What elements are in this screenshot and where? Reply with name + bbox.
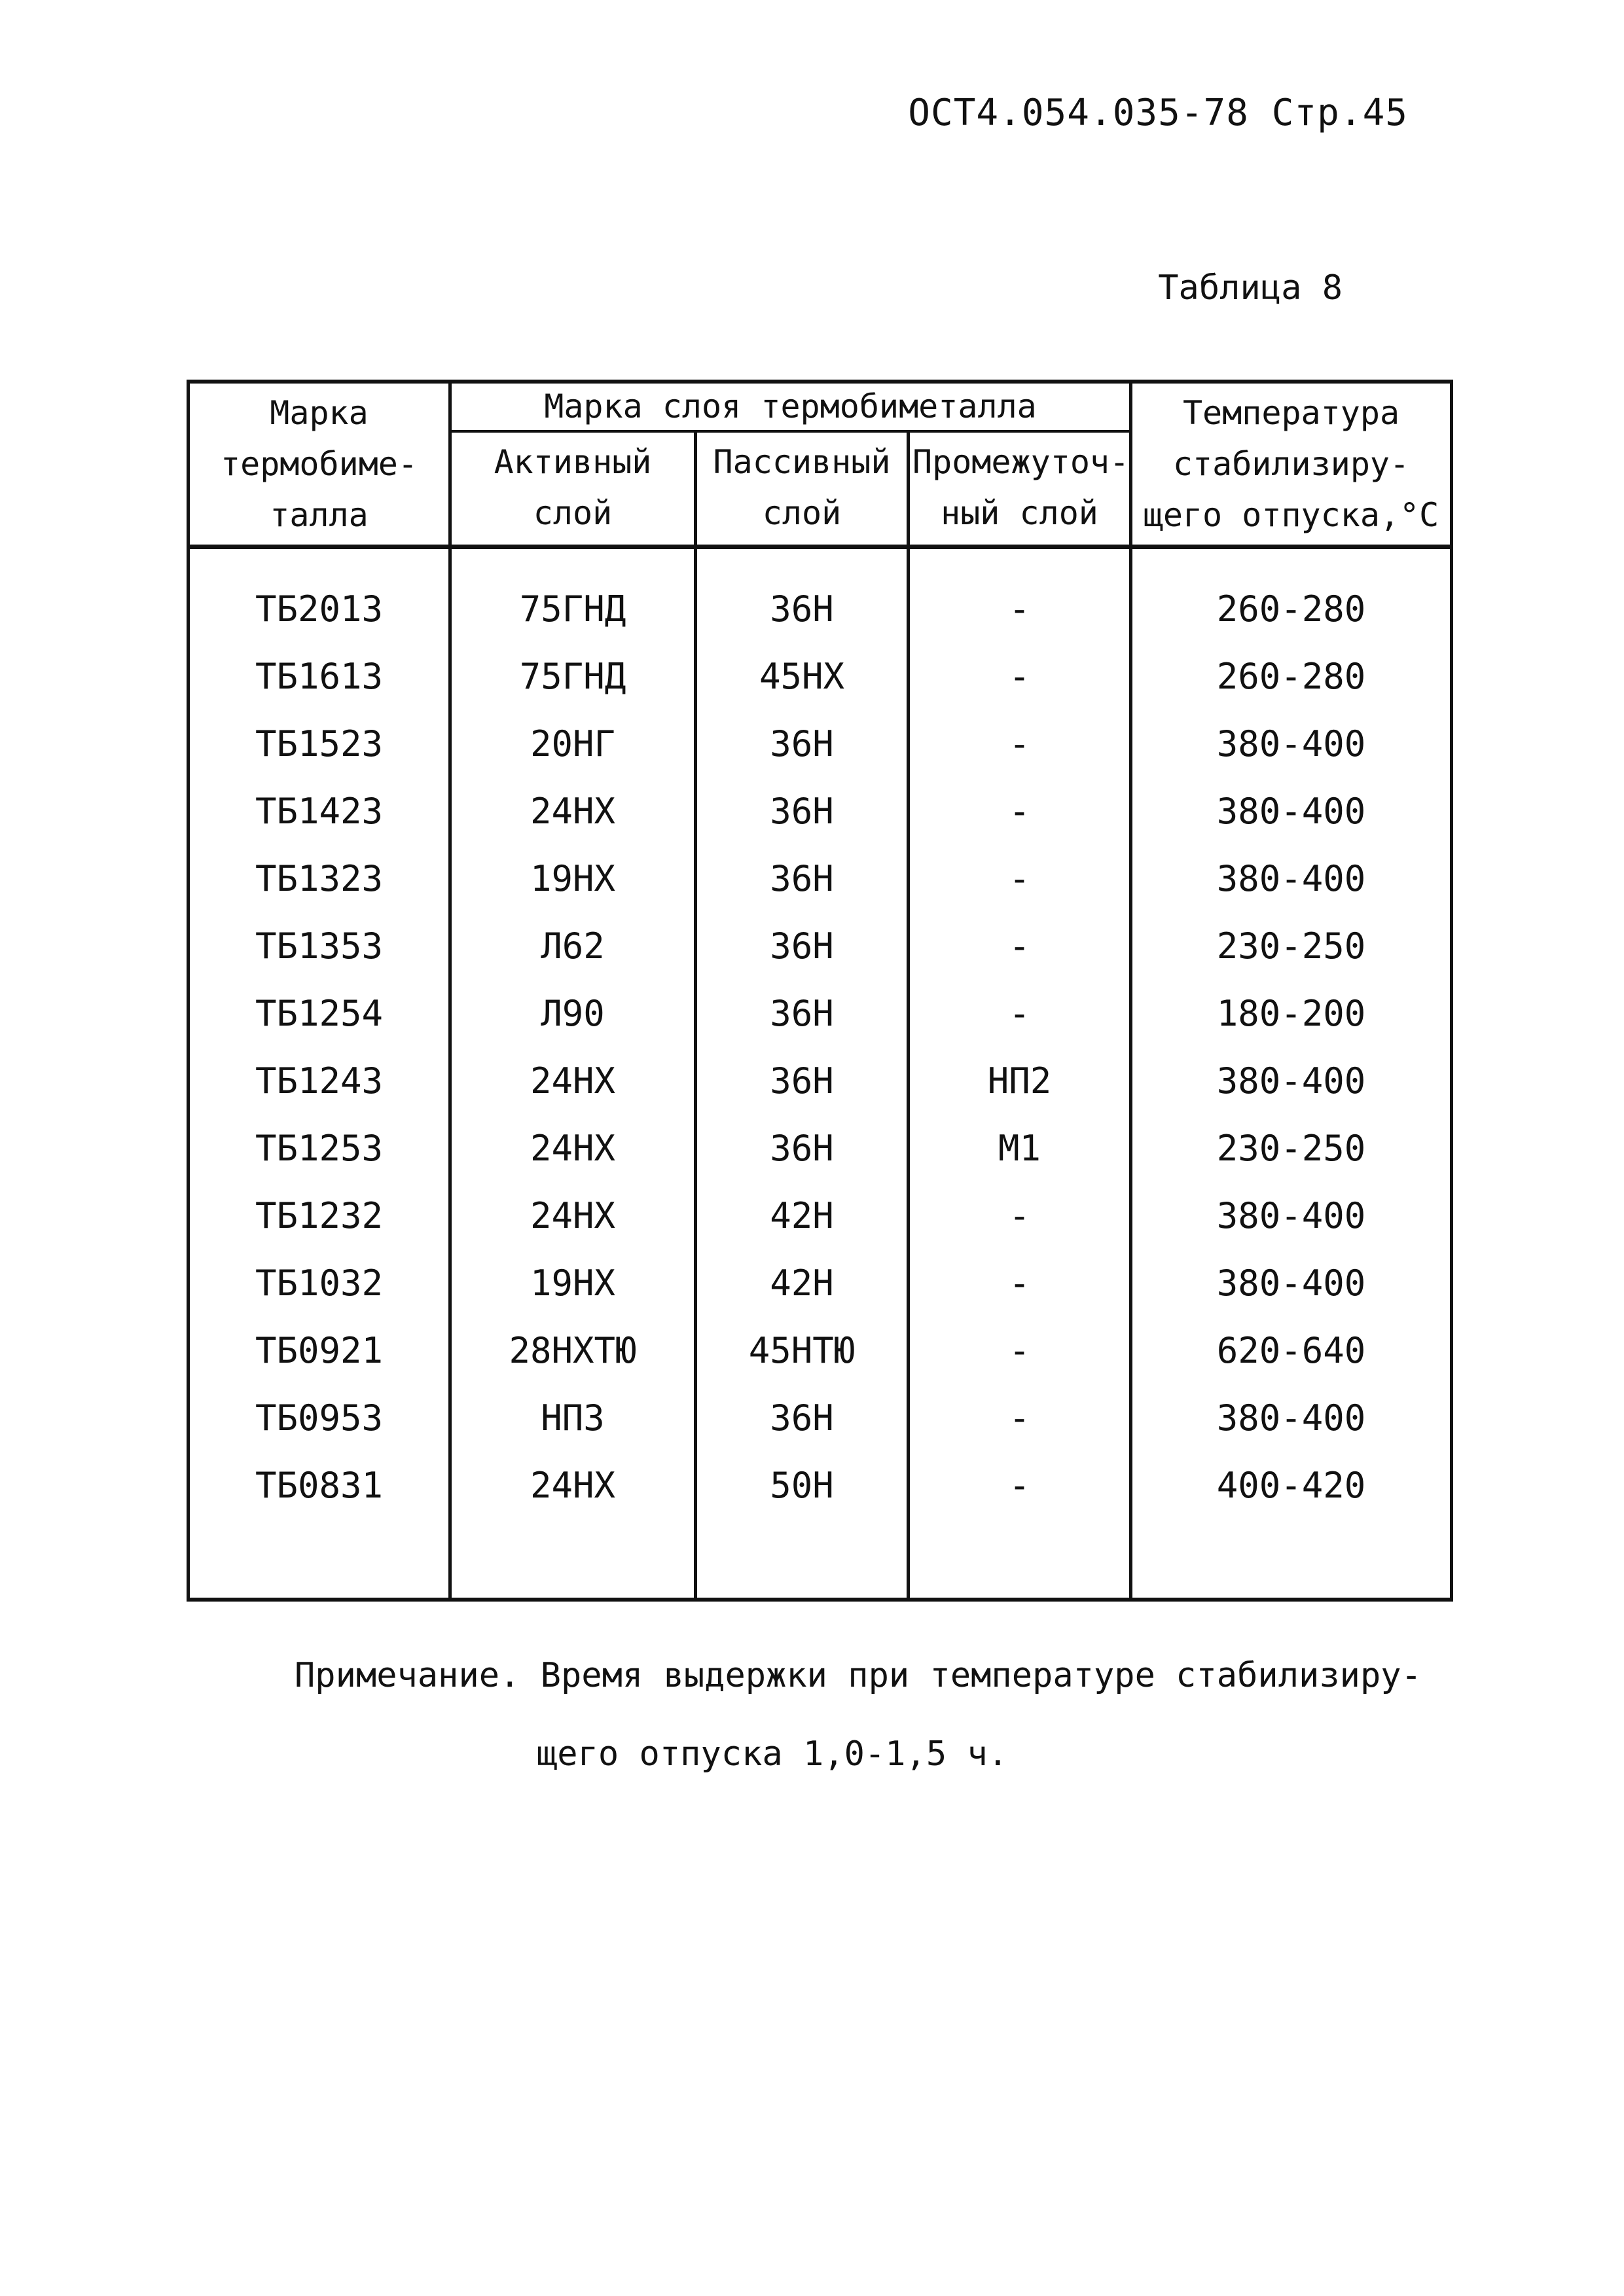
cell-temperature: 380-400 bbox=[1131, 845, 1452, 912]
header-layer-group: Марка слоя термобиметалла bbox=[450, 382, 1131, 431]
cell-intermediate-layer: - bbox=[909, 643, 1131, 710]
cell-brand: ТБ0921 bbox=[189, 1317, 450, 1384]
table-row bbox=[189, 547, 1452, 643]
cell-active-layer: 19НХ bbox=[450, 1249, 696, 1317]
cell-temperature: 230-250 bbox=[1131, 912, 1452, 980]
cell-brand: ТБ1032 bbox=[189, 1249, 450, 1317]
cell-temperature: 380-400 bbox=[1131, 1249, 1452, 1317]
table-row bbox=[189, 643, 1452, 710]
table-row bbox=[189, 1452, 1452, 1519]
cell-intermediate-layer: - bbox=[909, 1317, 1131, 1384]
note-line-2: щего отпуска 1,0-1,5 ч. bbox=[537, 1734, 1009, 1774]
header-brand: Марка термобиме- талла bbox=[189, 382, 450, 547]
cell-passive-layer: 36Н bbox=[696, 912, 909, 980]
table-caption: Таблица 8 bbox=[1158, 268, 1343, 308]
cell-brand: ТБ0953 bbox=[189, 1384, 450, 1452]
cell-intermediate-layer: - bbox=[909, 1452, 1131, 1519]
cell-brand: ТБ1423 bbox=[189, 778, 450, 845]
cell-passive-layer: 36Н bbox=[696, 778, 909, 845]
cell-active-layer: 75ГНД bbox=[450, 547, 696, 643]
cell-passive-layer: 36Н bbox=[696, 710, 909, 778]
header-intermediate-layer: Промежуточ- ный слой bbox=[909, 431, 1131, 547]
cell-brand: ТБ0831 bbox=[189, 1452, 450, 1519]
cell-passive-layer: 45НТЮ bbox=[696, 1317, 909, 1384]
cell-passive-layer: 36Н bbox=[696, 1384, 909, 1452]
cell-brand: ТБ1523 bbox=[189, 710, 450, 778]
cell-passive-layer: 36Н bbox=[696, 845, 909, 912]
cell-brand: ТБ1243 bbox=[189, 1047, 450, 1115]
table-row bbox=[189, 1182, 1452, 1249]
table-row bbox=[189, 1249, 1452, 1317]
cell-active-layer: 24НХ bbox=[450, 778, 696, 845]
cell-brand: ТБ2013 bbox=[189, 547, 450, 643]
cell-brand: ТБ1613 bbox=[189, 643, 450, 710]
cell-brand: ТБ1254 bbox=[189, 980, 450, 1047]
cell-temperature: 380-400 bbox=[1131, 778, 1452, 845]
cell-intermediate-layer: - bbox=[909, 980, 1131, 1047]
cell-temperature: 260-280 bbox=[1131, 643, 1452, 710]
table-row bbox=[189, 778, 1452, 845]
header-temperature: Температура стабилизиру- щего отпуска,°С bbox=[1131, 382, 1452, 547]
cell-temperature: 230-250 bbox=[1131, 1115, 1452, 1182]
cell-passive-layer: 42Н bbox=[696, 1249, 909, 1317]
cell-active-layer: 24НХ bbox=[450, 1452, 696, 1519]
cell-intermediate-layer: - bbox=[909, 547, 1131, 643]
document-code: ОСТ4.054.035-78 Стр.45 bbox=[908, 92, 1408, 134]
cell-temperature: 380-400 bbox=[1131, 1182, 1452, 1249]
cell-brand: ТБ1353 bbox=[189, 912, 450, 980]
cell-temperature: 380-400 bbox=[1131, 1047, 1452, 1115]
cell-brand: ТБ1232 bbox=[189, 1182, 450, 1249]
cell-passive-layer: 42Н bbox=[696, 1182, 909, 1249]
cell-intermediate-layer: - bbox=[909, 1384, 1131, 1452]
cell-active-layer: 24НХ bbox=[450, 1047, 696, 1115]
cell-intermediate-layer: - bbox=[909, 710, 1131, 778]
table-row bbox=[189, 912, 1452, 980]
thermobimetal-table bbox=[187, 380, 1453, 1602]
table-body bbox=[189, 547, 1452, 1600]
cell-intermediate-layer: - bbox=[909, 778, 1131, 845]
cell-intermediate-layer: - bbox=[909, 845, 1131, 912]
header-passive-layer: Пассивный слой bbox=[696, 431, 909, 547]
cell-active-layer: 28НХТЮ bbox=[450, 1317, 696, 1384]
cell-active-layer: 19НХ bbox=[450, 845, 696, 912]
cell-intermediate-layer: НП2 bbox=[909, 1047, 1131, 1115]
table-note bbox=[295, 1636, 1473, 1793]
cell-passive-layer: 36Н bbox=[696, 547, 909, 643]
note-line-1: Примечание. Время выдержки при температуре стабилизиру- bbox=[295, 1656, 1422, 1695]
cell-intermediate-layer: - bbox=[909, 1182, 1131, 1249]
table-row bbox=[189, 1384, 1452, 1452]
cell-brand: ТБ1323 bbox=[189, 845, 450, 912]
cell-temperature: 380-400 bbox=[1131, 710, 1452, 778]
cell-active-layer: Л62 bbox=[450, 912, 696, 980]
cell-intermediate-layer: М1 bbox=[909, 1115, 1131, 1182]
header-active-layer: Активный слой bbox=[450, 431, 696, 547]
table-row bbox=[189, 1047, 1452, 1115]
cell-passive-layer: 36Н bbox=[696, 1115, 909, 1182]
cell-active-layer: 20НГ bbox=[450, 710, 696, 778]
table-row bbox=[189, 845, 1452, 912]
table-row bbox=[189, 1115, 1452, 1182]
cell-passive-layer: 36Н bbox=[696, 980, 909, 1047]
cell-temperature: 380-400 bbox=[1131, 1384, 1452, 1452]
cell-active-layer: 24НХ bbox=[450, 1182, 696, 1249]
table-row bbox=[189, 980, 1452, 1047]
table-row bbox=[189, 710, 1452, 778]
cell-temperature: 400-420 bbox=[1131, 1452, 1452, 1519]
cell-temperature: 180-200 bbox=[1131, 980, 1452, 1047]
table-bottom-spacer bbox=[189, 1519, 1452, 1600]
cell-passive-layer: 50Н bbox=[696, 1452, 909, 1519]
cell-active-layer: НП3 bbox=[450, 1384, 696, 1452]
cell-brand: ТБ1253 bbox=[189, 1115, 450, 1182]
table-row bbox=[189, 1317, 1452, 1384]
cell-active-layer: 75ГНД bbox=[450, 643, 696, 710]
cell-active-layer: 24НХ bbox=[450, 1115, 696, 1182]
cell-passive-layer: 36Н bbox=[696, 1047, 909, 1115]
cell-passive-layer: 45НХ bbox=[696, 643, 909, 710]
cell-temperature: 620-640 bbox=[1131, 1317, 1452, 1384]
cell-intermediate-layer: - bbox=[909, 912, 1131, 980]
cell-intermediate-layer: - bbox=[909, 1249, 1131, 1317]
cell-temperature: 260-280 bbox=[1131, 547, 1452, 643]
cell-active-layer: Л90 bbox=[450, 980, 696, 1047]
